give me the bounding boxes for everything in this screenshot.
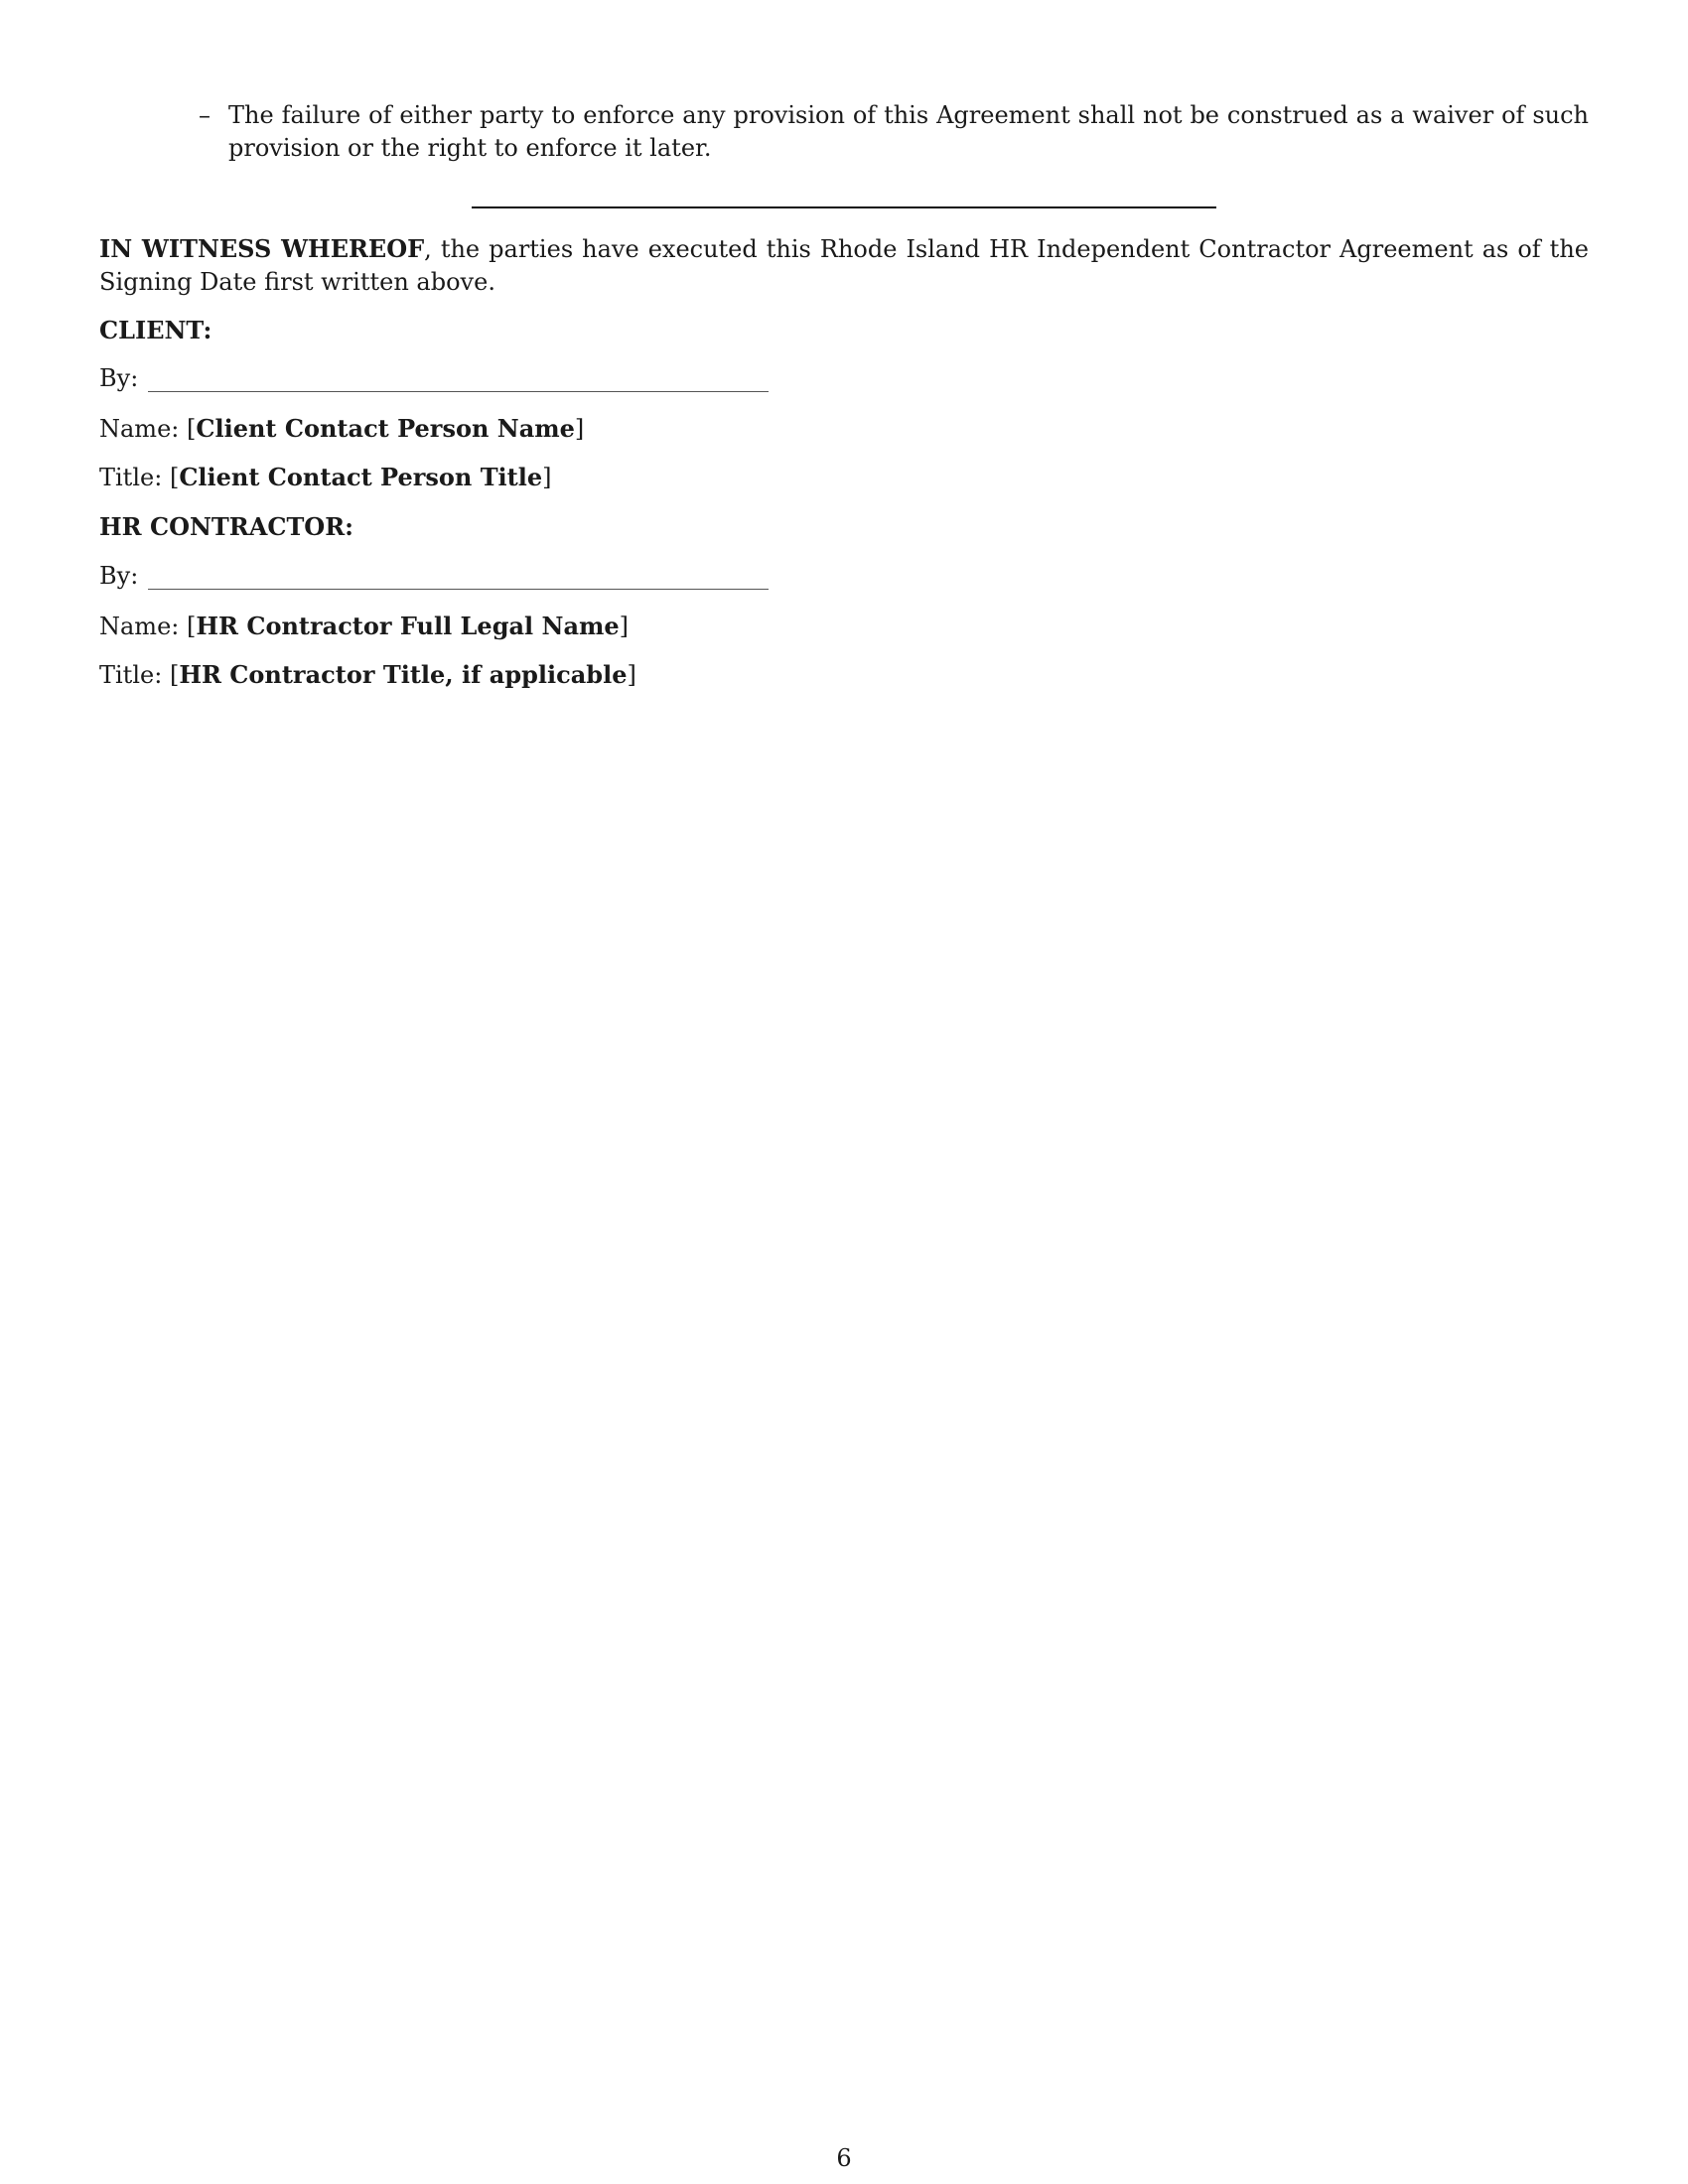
client-title-line: Title: [Client Contact Person Title] [99,463,552,491]
witness-lead: IN WITNESS WHEREOF [99,234,425,263]
client-by-label: By: [99,364,139,392]
contractor-name-value: HR Contractor Full Legal Name [196,612,620,640]
witness-paragraph [99,232,1589,299]
waiver-bullet-item [199,99,1589,165]
contractor-name-label: Name: [99,613,180,640]
contractor-by-label: By: [99,562,139,590]
client-signature-line [99,362,769,395]
client-signature-field[interactable] [148,391,769,392]
section-divider [472,206,1216,208]
contractor-title-line: Title: [HR Contractor Title, if applicable] [99,660,636,689]
client-name-label: Name: [99,415,180,443]
client-title-value: Client Contact Person Title [179,463,543,491]
client-title-label: Title: [99,464,163,491]
client-name-value: Client Contact Person Name [196,414,575,443]
contractor-heading: HR CONTRACTOR: [99,512,354,541]
client-name-line: Name: [Client Contact Person Name] [99,414,585,443]
contractor-title-value: HR Contractor Title, if applicable [179,660,628,689]
client-heading: CLIENT: [99,316,212,344]
witness-body: , the parties have executed this Rhode Island HR Independent Contractor Agreement as of the Signing Date first written above. [99,235,1589,296]
waiver-clause-text: The failure of either party to enforce any provision of this Agreement shall not be construed as a waiver of such provision or the right to enforce it later. [228,101,1589,162]
contractor-title-label: Title: [99,661,163,689]
bullet-dash: – [199,101,211,129]
contractor-signature-line [99,560,769,593]
contractor-name-line: Name: [HR Contractor Full Legal Name] [99,612,630,640]
page-number: 6 [836,2144,852,2172]
contractor-signature-field[interactable] [148,589,769,590]
